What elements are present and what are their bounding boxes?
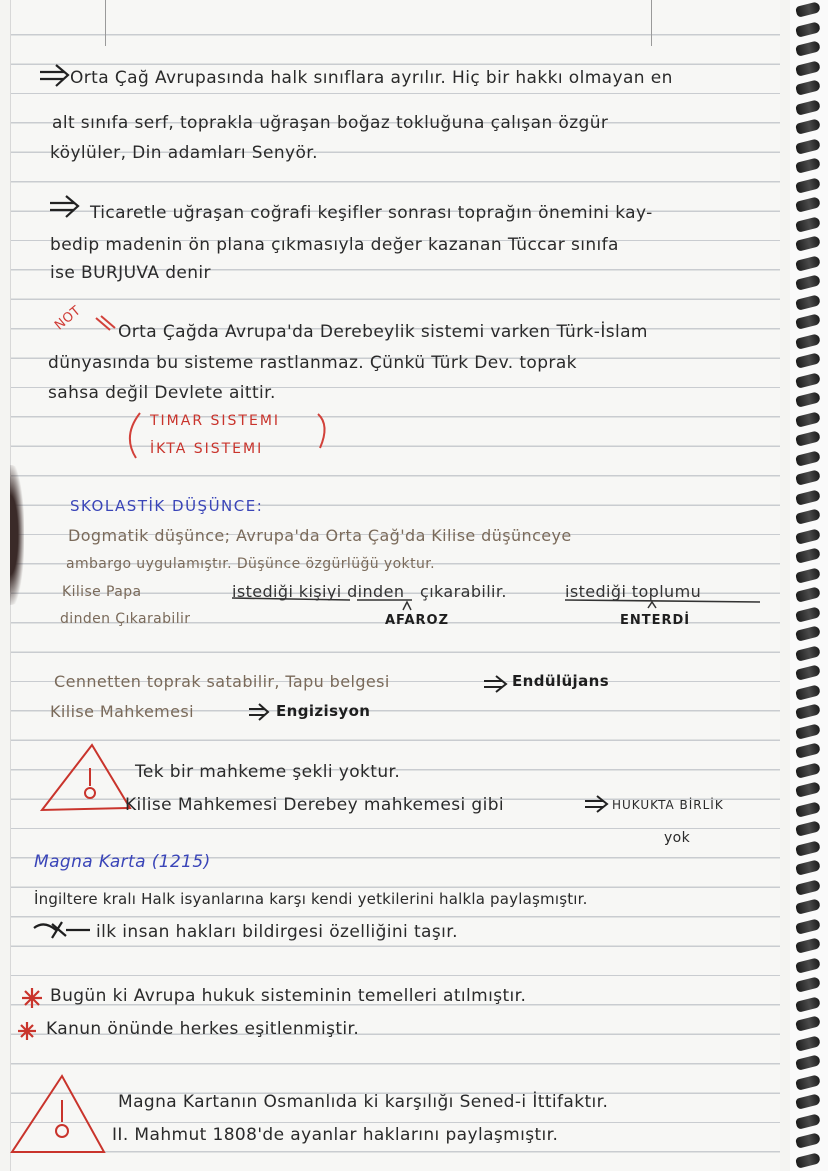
note-line: Orta Çağda Avrupa'da Derebeylik sistemi varken Türk-İslam [118,322,648,342]
note-line: istediği toplumu [565,582,702,601]
engizisyon-label: Engizisyon [276,702,371,720]
note-line: Kanun önünde herkes eşitlenmiştir. [46,1019,360,1039]
note-line: ise BURJUVA denir [50,263,211,283]
enterdi-label: ENTERDİ [620,613,691,628]
note-line: dinden Çıkarabilir [60,611,191,627]
close-paren-icon [318,414,325,448]
warning-line: II. Mahmut 1808'de ayanlar haklarını paylaşmıştır. [112,1125,559,1145]
section-heading-skolastik: SKOLASTİK DÜŞÜNCE: [70,497,264,515]
warning-line: Tek bir mahkeme şekli yoktur. [135,762,401,782]
note-line: çıkarabilir. [420,582,507,601]
note-line: köylüler, Din adamları Senyör. [50,143,318,163]
warning-line: yok [664,830,691,846]
note-line: istediği kişiyi dinden [232,582,405,601]
asterisk-icon [18,1022,36,1040]
endulujans-label: Endülüjans [512,672,610,690]
note-line: Dogmatik düşünce; Avrupa'da Orta Çağ'da Kilise düşünceye [68,526,572,545]
aforoz-label: AFAROZ [385,613,449,628]
note-line: Orta Çağ Avrupasında halk sınıflara ayrılır. Hiç bir hakkı olmayan en [70,68,673,88]
note-line: Ticaretle uğraşan coğrafi keşifler sonrası toprağın önemini kay- [90,203,653,223]
note-line: Kilise Mahkemesi [50,702,194,721]
timar-label: TIMAR SISTEMI [150,413,281,429]
note-line: bedip madenin ön plana çıkmasıyla değer kazanan Tüccar sınıfa [50,235,619,255]
open-paren-icon [130,413,140,458]
warning-triangle-icon [42,745,130,810]
not-stamp: NOT [52,303,84,334]
warning-line: Magna Kartanın Osmanlıda ki karşılığı Sened-i İttifaktır. [118,1092,609,1112]
note-line: ambargo uygulamıştır. Düşünce özgürlüğü yoktur. [66,556,435,572]
note-line: sahsa değil Devlete aittir. [48,383,276,403]
note-line: Cennetten toprak satabilir, Tapu belgesi [54,672,390,691]
warning-triangle-icon [12,1076,104,1152]
arrow-icon [484,676,506,692]
note-line: Kilise Papa [62,584,142,600]
note-line: Bugün ki Avrupa hukuk sisteminin temelleri atılmıştır. [50,986,527,1006]
arrow-icon [40,65,68,86]
warning-line: Kilise Mahkemesi Derebey mahkemesi gibi [125,795,505,815]
note-slash-icon [96,316,115,330]
note-line: İngiltere kralı Halk isyanlarına karşı kendi yetkilerini halkla paylaşmıştır. [34,890,588,908]
arrow-icon [50,196,78,217]
arrow-icon [585,796,607,812]
warning-line: HUKUKTA BİRLİK [612,798,724,812]
section-heading-magna-karta: Magna Karta (1215) [34,852,211,872]
note-line: alt sınıfa serf, toprakla uğraşan boğaz tokluğuna çalışan özgür [52,113,609,133]
arrow-icon [249,704,268,720]
note-line: dünyasında bu sisteme rastlanmaz. Çünkü Türk Dev. toprak [48,353,577,373]
ikta-label: İKTA SISTEMI [150,441,264,457]
double-x-icon [34,922,90,938]
asterisk-icon [22,988,42,1008]
note-line: ilk insan hakları bildirgesi özelliğini taşır. [96,922,458,942]
